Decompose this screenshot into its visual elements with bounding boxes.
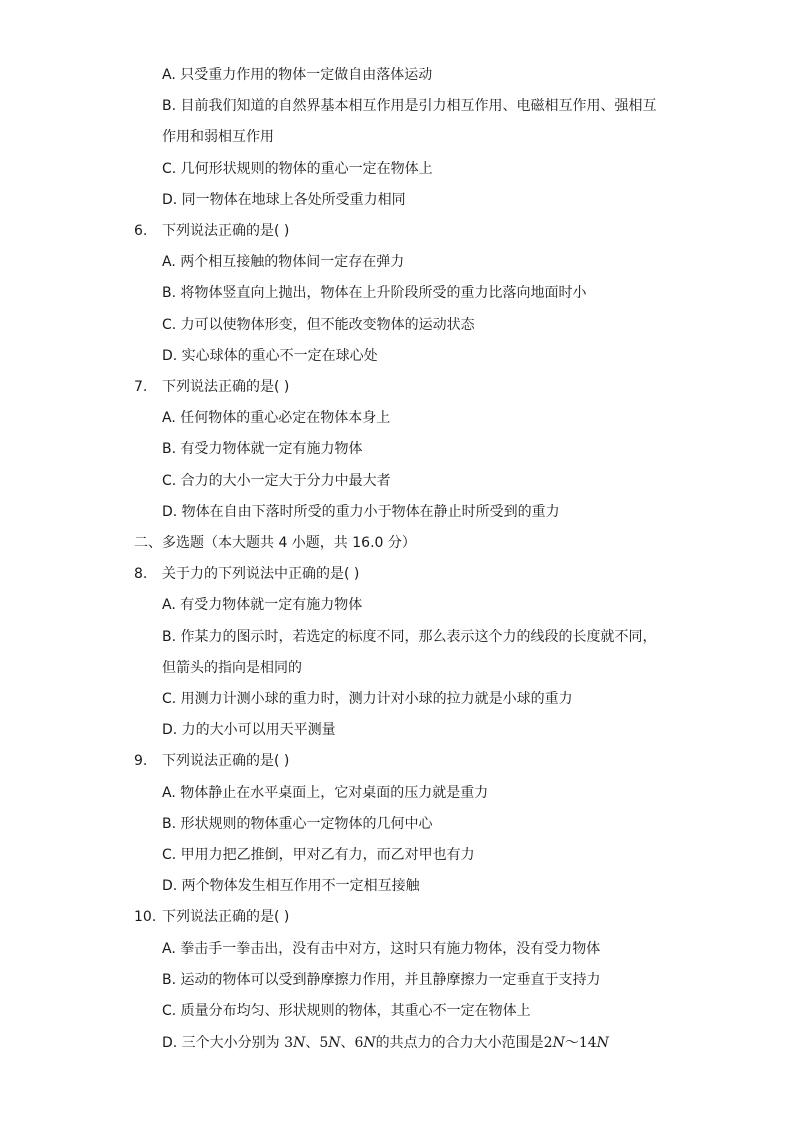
separator: 、 bbox=[305, 1035, 320, 1051]
range-low: 2 bbox=[543, 1035, 553, 1051]
question-stem: 下列说法正确的是( ) bbox=[162, 379, 290, 395]
question-stem: 关于力的下列说法中正确的是( ) bbox=[162, 566, 360, 582]
option-text: D. 三个大小分别为 bbox=[162, 1035, 285, 1051]
option-text: 的共点力的合力大小范围是 bbox=[375, 1035, 544, 1051]
option-10-d bbox=[162, 1033, 609, 1053]
answer-option: A. 有受力物体就一定有施力物体 bbox=[162, 597, 363, 613]
answer-option: B. 将物体竖直向上抛出，物体在上升阶段所受的重力比落向地面时小 bbox=[162, 285, 587, 301]
answer-option: B. 有受力物体就一定有施力物体 bbox=[162, 441, 363, 457]
answer-option: B. 形状规则的物体重心一定物体的几何中心 bbox=[162, 816, 433, 832]
answer-option: D. 两个物体发生相互作用不一定相互接触 bbox=[162, 878, 420, 894]
answer-option: A. 拳击手一拳击出，没有击中对方，这时只有施力物体，没有受力物体 bbox=[162, 941, 601, 957]
range-tilde: ～ bbox=[564, 1035, 579, 1051]
answer-option: A. 只受重力作用的物体一定做自由落体运动 bbox=[162, 67, 433, 83]
unit-n: N bbox=[552, 1035, 565, 1051]
unit-n: N bbox=[363, 1035, 376, 1051]
force-value-3: 6 bbox=[354, 1035, 364, 1051]
answer-option: A. 两个相互接触的物体间一定存在弹力 bbox=[162, 254, 405, 270]
question-number: 10. bbox=[134, 909, 157, 925]
question-number: 8. bbox=[134, 566, 148, 582]
answer-option: D. 同一物体在地球上各处所受重力相同 bbox=[162, 192, 406, 208]
option-continuation: 作用和弱相互作用 bbox=[162, 129, 274, 145]
question-stem: 下列说法正确的是( ) bbox=[162, 753, 290, 769]
answer-option: C. 力可以使物体形变，但不能改变物体的运动状态 bbox=[162, 317, 475, 333]
answer-option: D. 实心球体的重心不一定在球心处 bbox=[162, 348, 378, 364]
answer-option: C. 用测力计测小球的重力时，测力计对小球的拉力就是小球的重力 bbox=[162, 691, 573, 707]
section-heading: 二、多选题（本大题共 4 小题，共 16.0 分） bbox=[134, 535, 416, 551]
force-value-1: 3 bbox=[284, 1035, 294, 1051]
answer-option: C. 甲用力把乙推倒，甲对乙有力，而乙对甲也有力 bbox=[162, 847, 475, 863]
answer-option: C. 质量分布均匀、形状规则的物体，其重心不一定在物体上 bbox=[162, 1003, 531, 1019]
question-number: 7. bbox=[134, 379, 148, 395]
separator: 、 bbox=[340, 1035, 355, 1051]
force-value-2: 5 bbox=[319, 1035, 329, 1051]
unit-n: N bbox=[328, 1035, 341, 1051]
answer-option: A. 任何物体的重心必定在物体本身上 bbox=[162, 410, 391, 426]
answer-option: D. 力的大小可以用天平测量 bbox=[162, 722, 336, 738]
answer-option: A. 物体静止在水平桌面上，它对桌面的压力就是重力 bbox=[162, 785, 489, 801]
range-high: 14 bbox=[578, 1035, 597, 1051]
question-stem: 下列说法正确的是( ) bbox=[162, 223, 290, 239]
question-stem: 下列说法正确的是( ) bbox=[162, 909, 290, 925]
question-number: 6. bbox=[134, 223, 148, 239]
unit-n: N bbox=[596, 1035, 609, 1051]
option-continuation: 但箭头的指向是相同的 bbox=[162, 660, 302, 676]
question-number: 9. bbox=[134, 753, 148, 769]
answer-option: D. 物体在自由下落时所受的重力小于物体在静止时所受到的重力 bbox=[162, 504, 560, 520]
answer-option: B. 目前我们知道的自然界基本相互作用是引力相互作用、电磁相互作用、强相互 bbox=[162, 98, 657, 114]
answer-option: C. 几何形状规则的物体的重心一定在物体上 bbox=[162, 161, 433, 177]
answer-option: B. 运动的物体可以受到静摩擦力作用，并且静摩擦力一定垂直于支持力 bbox=[162, 972, 601, 988]
unit-n: N bbox=[293, 1035, 306, 1051]
answer-option: C. 合力的大小一定大于分力中最大者 bbox=[162, 473, 391, 489]
answer-option: B. 作某力的图示时，若选定的标度不同，那么表示这个力的线段的长度就不同， bbox=[162, 629, 657, 645]
